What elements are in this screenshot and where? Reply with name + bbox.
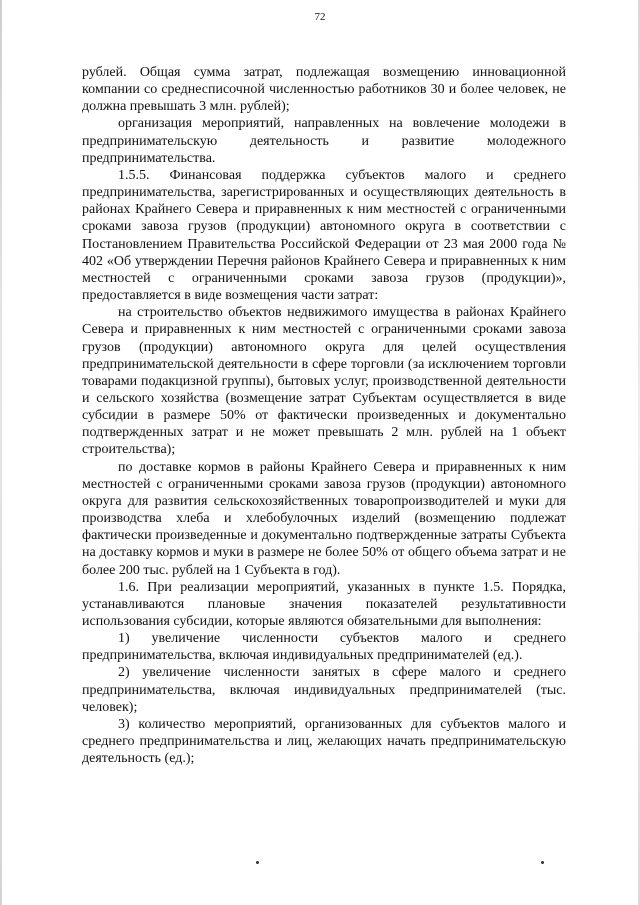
paragraph-construction-costs: на строительство объектов недвижимого имущества в районах Крайнего Севера и приравненных к ним местностей с ограниченными сроками завоза грузов (продукции) автономного округа для целей осуществления предпринимательской деятельности в сфере торговли (за исключением торговли товарами подакцизной группы), бытовых услуг, производственной деятельности и сельского хозяйства (возмещение затрат Субъектам осуществляется в виде субсидии в размере 50% от фактически произведенных и документально подтвержденных затрат и не может превышать 2 млн. рублей на 1 объект строительства); [82,305,566,458]
paragraph-feed-delivery: по доставке кормов в районы Крайнего Севера и приравненных к ним местностей с ограниченными сроками завоза грузов (продукции) автономного округа для развития сельскохозяйственных товаропроизводителей и муки для производства хлеба и хлебобулочных изделий (возмещению подлежат фактически произведенные и документально подтвержденные затраты Субъекта на доставку кормов и муки в размере не более 50% от общего объема затрат и не более 200 тыс. рублей на 1 Субъекта в год). [82,459,566,578]
scan-edge-left [0,0,2,905]
document-body [82,64,566,767]
scan-speck-right [541,861,544,864]
paragraph-clause-1-5-5: 1.5.5. Финансовая поддержка субъектов малого и среднего предпринимательства, зарегистрированных и осуществляющих деятельность в районах Крайнего Севера и приравненных к ним местностей с ограниченными сроками завоза грузов (продукции) автономного округа в соответствии с Постановлением Правительства Российской Федерации от 23 мая 2000 года № 402 «Об утверждении Перечня районов Крайнего Севера и приравненных к ним местностей с ограниченными сроками завоза грузов (продукции)», предоставляется в виде возмещения части затрат: [82,167,566,304]
paragraph-indicator-1: 1) увеличение численности субъектов малого и среднего предпринимательства, включая индивидуальных предпринимателей (ед.). [82,631,566,664]
paragraph-continuation: рублей. Общая сумма затрат, подлежащая возмещению инновационной компании со среднесписочной численностью работников 30 и более человек, не должна превышать 3 млн. рублей); [82,65,566,115]
paragraph-indicator-2: 2) увеличение численности занятых в сфере малого и среднего предпринимательства, включая индивидуальных предпринимателей (тыс. человек); [82,665,566,715]
paragraph-indicator-3: 3) количество мероприятий, организованных для субъектов малого и среднего предпринимательства и лиц, желающих начать предпринимательскую деятельность (ед.); [82,716,566,767]
page-number: 72 [314,11,326,23]
scan-speck-left [256,861,259,864]
paragraph-youth-involvement: организация мероприятий, направленных на вовлечение молодежи в предпринимательскую деятельность и развитие молодежного предпринимательства. [82,116,566,166]
paragraph-clause-1-6: 1.6. При реализации мероприятий, указанных в пункте 1.5. Порядка, устанавливаются плановые значения показателей результативности использования субсидии, которые являются обязательными для выполнения: [82,579,566,629]
